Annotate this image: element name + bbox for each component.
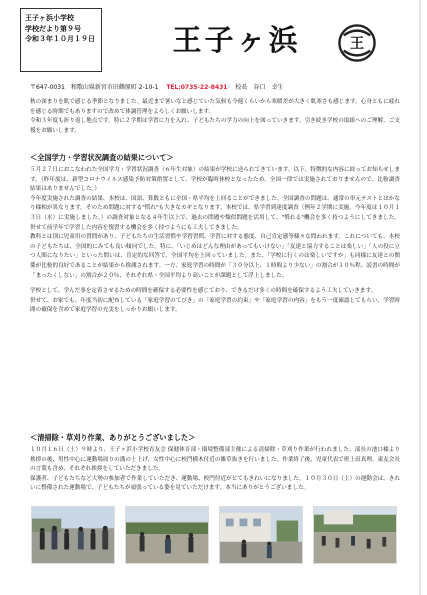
- contact-line: [30, 82, 410, 93]
- photo-volunteers-gathering: [31, 506, 115, 564]
- cleanup-paragraph: １０月１６日（土）９時より、王子ヶ浜小学校育友会 保健体育部・環境整備部主催による清掃除・草刈り作業が行われました。部長の池口様より挨拶の後、男性中心に運動場周りの溝の土上げ、女性中心に校門横木付近の雑草抜きを行いました。作業終了後、児童代表で班上田真理、東友会長の言葉も含め、それぞれ挨拶をしていただきました。: [30, 447, 400, 473]
- intro-paragraph: 令和３年度も折り返し地点です。特に２学期は学習に力を入れ、子どもたちの学力の向上を図っていきます。引き続き学校の取組へのご理解、ご支援をお願いします。: [30, 118, 400, 134]
- section-heading-survey: ＜全国学力・学習状況調査の結果について＞: [30, 153, 174, 162]
- school-phone: TEL:0735-22-8431: [166, 84, 228, 91]
- photo-volunteers-by-building: [219, 506, 303, 564]
- photo-volunteers-cleaning-yard: [125, 506, 209, 564]
- intro-paragraph: 秋の深まりを肌で感じる季節となりました。最近まで暑いなと感じていた気候も今週くらいから寒暖差が大きく肌寒さも感じます。心身ともに疲れを感じる時期でもありますので改めて体調管理をよろしくお願いします。: [30, 99, 400, 115]
- newsletter-title: 王子ヶ浜: [172, 23, 301, 57]
- page-edge-shadow: [419, 0, 421, 595]
- survey-paragraph: 学校として、学んだ事を定着させるための時間を確保する必要性を感じており、できるだけ多くの時間を確保するよう工夫していきます。: [30, 288, 377, 295]
- issue-number: 学校だより第９号: [25, 24, 81, 33]
- photo-schoolyard-wide-view: [313, 506, 397, 564]
- section-heading-cleanup: ＜清掃除・草刈り作業、ありがとうございました＞: [30, 433, 196, 442]
- school-emblem-icon: [338, 24, 376, 62]
- issue-info-box: [20, 8, 102, 72]
- survey-paragraph: 併せて、お家でも、年度当初に配布している「家庭学習のてびき」の「家庭学習の約束」や「家庭学習の内容」をもう一度確認してもらい、学習時間の確保を含めて家庭学習の充実をしっかりお願いします。: [30, 297, 400, 314]
- issue-date: 令和３年１０月１９日: [25, 35, 95, 43]
- cleanup-text: [30, 446, 400, 494]
- school-name: 王子ヶ浜小学校: [25, 14, 74, 22]
- survey-paragraph: 今年度実施された調査の結果、本校は、国語、算数ともに全国・県平均を上回ることができました。全国調査の問題は、通常の単元テストとはかなり様相が異なります。そのため問題に対する"慣れ"も大きなカギとなります。本校では、県学習到達度調査（例年２学期に実施。今年度は１０月１３日（水）に実施しました。）の調査対象となる４年生以上で、過去の問題や類似問題を活用して、"慣れる"機会を多く持つようにしてきました。併せて前学年で学習した内容を復習する機会を多く持つようにも工夫してきました。: [30, 195, 400, 231]
- principal-name: 校長 谷口 幸生: [235, 84, 284, 91]
- survey-text: [30, 166, 400, 316]
- emblem-character: 王: [349, 36, 365, 53]
- cleanup-paragraph: 保護者、子どもたちなど大勢の参加者で作業していただき、運動場、校門付近がとてもきれいになりました。１０月３０日（土）の運動会は、きれいに整備された運動場で、子どもたちが頑張っている姿を見ていただけます。本当にありがとうございました。: [30, 475, 400, 492]
- survey-paragraph: 教科とは別に児童用の質問があり、子どもたちの生活習慣や学習習慣、学習に対する態度、自己肯定感等様々な問われます。これについても、本校の子どもたちは、全国的にみても良い傾向でした。特に、「いじめはどんな理由があってもいけない」「友達と協力することは楽しい」「人の役に立つ人間になりたい」といった問いは、肯定的な回答で、全国平均を上回っていました。また、「学校に行くのは楽しいですか」も同様に友達との関係が比較的良好であることが結果から推測されます。一方、家庭学習の時間が「３０分以上、１時間より少ない」の割合が１０％程、読書の時間が「まったくしない」の割合が２０％、それぞれ県・全国平均より高いことが課題として浮上しました。: [30, 234, 400, 279]
- survey-paragraph: ５月２７日におこなわれた全国学力・学習状況調査（６年生対象）の結果が学校に送られてきています。以下、特徴的な内容に絞ってお知らせします。（昨年度は、新型コロナウイルス感染予防対策措置として、学校が臨時休校となったため、全国一律では実施されておりませんので、比較調査結果はありませんでした。）: [30, 167, 400, 193]
- intro-text: [30, 98, 400, 136]
- school-address: 〒647-0031 和歌山県新宮市田鶴原町 2-10-1: [30, 84, 159, 91]
